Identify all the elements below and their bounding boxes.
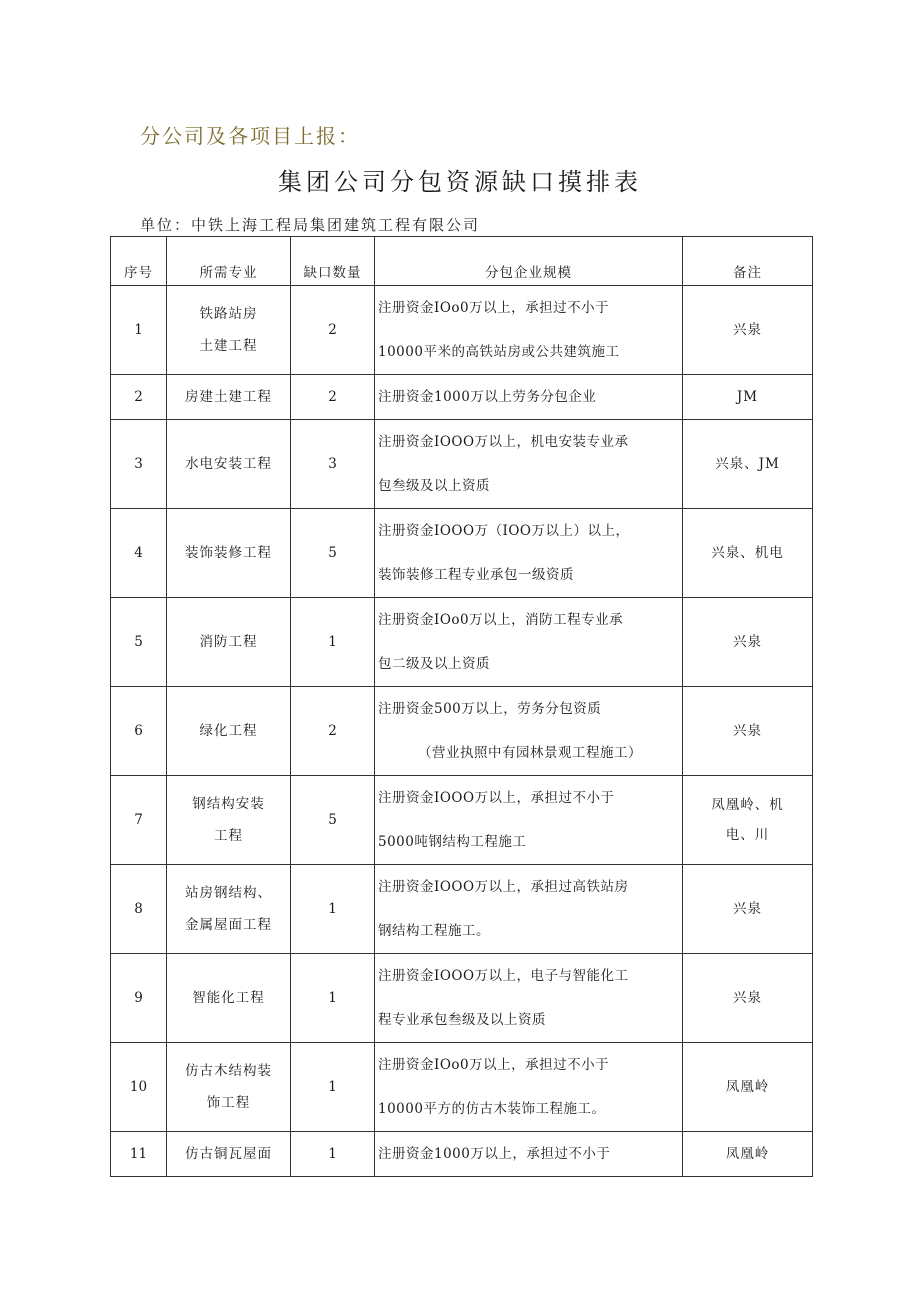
row-note: 凤凰岭 (683, 1132, 813, 1177)
unit-line: 单位：中铁上海工程局集团建筑工程有限公司 (140, 216, 481, 234)
table-row (111, 509, 813, 598)
table-row (111, 865, 813, 954)
table-row (111, 375, 813, 420)
row-requirement: 注册资金IOOO万以上，机电安装专业承 包叁级及以上资质 (375, 420, 683, 509)
row-note: 兴泉 (683, 865, 813, 954)
row-note: 凤凰岭、机 电、川 (683, 776, 813, 865)
row-index: 7 (111, 776, 167, 865)
table-header-row (111, 237, 813, 286)
table-row (111, 954, 813, 1043)
column-header-index: 序号 (111, 237, 167, 286)
row-count: 1 (291, 865, 375, 954)
table-row (111, 598, 813, 687)
row-major: 装饰装修工程 (167, 509, 291, 598)
report-label: 分公司及各项目上报： (140, 124, 360, 148)
row-index: 3 (111, 420, 167, 509)
row-requirement: 注册资金IOo0万以上，消防工程专业承 包二级及以上资质 (375, 598, 683, 687)
row-index: 8 (111, 865, 167, 954)
table-row (111, 420, 813, 509)
row-note: 兴泉、JM (683, 420, 813, 509)
row-count: 3 (291, 420, 375, 509)
row-requirement: 注册资金IOo0万以上，承担过不小于 10000平米的高铁站房或公共建筑施工 (375, 286, 683, 375)
row-note: 兴泉、机电 (683, 509, 813, 598)
row-major: 水电安装工程 (167, 420, 291, 509)
row-count: 2 (291, 687, 375, 776)
row-count: 5 (291, 509, 375, 598)
table-row (111, 687, 813, 776)
row-major: 铁路站房 土建工程 (167, 286, 291, 375)
row-major: 绿化工程 (167, 687, 291, 776)
table-row (111, 286, 813, 375)
row-index: 1 (111, 286, 167, 375)
row-note: 凤凰岭 (683, 1043, 813, 1132)
row-note: JM (683, 375, 813, 420)
row-major: 仿古木结构装 饰工程 (167, 1043, 291, 1132)
row-requirement: 注册资金IOOO万以上，承担过不小于 5000吨钢结构工程施工 (375, 776, 683, 865)
row-major: 钢结构安装 工程 (167, 776, 291, 865)
row-note: 兴泉 (683, 687, 813, 776)
row-requirement: 注册资金IOOO万以上，电子与智能化工 程专业承包叁级及以上资质 (375, 954, 683, 1043)
row-count: 1 (291, 1132, 375, 1177)
row-count: 1 (291, 954, 375, 1043)
row-index: 9 (111, 954, 167, 1043)
row-major: 消防工程 (167, 598, 291, 687)
row-requirement: 注册资金IOOO万以上，承担过高铁站房 钢结构工程施工。 (375, 865, 683, 954)
row-major: 仿古铜瓦屋面 (167, 1132, 291, 1177)
table-row (111, 1043, 813, 1132)
row-requirement: 注册资金1000万以上，承担过不小于 (375, 1132, 683, 1177)
resource-gap-table (110, 236, 813, 1177)
column-header-major: 所需专业 (167, 237, 291, 286)
row-index: 5 (111, 598, 167, 687)
row-major: 智能化工程 (167, 954, 291, 1043)
row-note: 兴泉 (683, 954, 813, 1043)
row-count: 1 (291, 598, 375, 687)
row-index: 6 (111, 687, 167, 776)
row-count: 2 (291, 375, 375, 420)
row-count: 1 (291, 1043, 375, 1132)
row-major: 站房钢结构、 金属屋面工程 (167, 865, 291, 954)
row-note: 兴泉 (683, 598, 813, 687)
row-count: 5 (291, 776, 375, 865)
row-index: 4 (111, 509, 167, 598)
row-requirement: 注册资金1000万以上劳务分包企业 (375, 375, 683, 420)
row-count: 2 (291, 286, 375, 375)
column-header-note: 备注 (683, 237, 813, 286)
column-header-requirement: 分包企业规模 (375, 237, 683, 286)
row-requirement: 注册资金IOOO万（IOO万以上）以上， 装饰装修工程专业承包一级资质 (375, 509, 683, 598)
row-index: 10 (111, 1043, 167, 1132)
row-major: 房建土建工程 (167, 375, 291, 420)
row-note: 兴泉 (683, 286, 813, 375)
table-row (111, 1132, 813, 1177)
table-row (111, 776, 813, 865)
row-requirement: 注册资金500万以上，劳务分包资质 （营业执照中有园林景观工程施工） (375, 687, 683, 776)
row-requirement: 注册资金IOo0万以上，承担过不小于 10000平方的仿古木装饰工程施工。 (375, 1043, 683, 1132)
row-index: 2 (111, 375, 167, 420)
column-header-count: 缺口数量 (291, 237, 375, 286)
page-title: 集团公司分包资源缺口摸排表 (278, 168, 642, 196)
row-index: 11 (111, 1132, 167, 1177)
